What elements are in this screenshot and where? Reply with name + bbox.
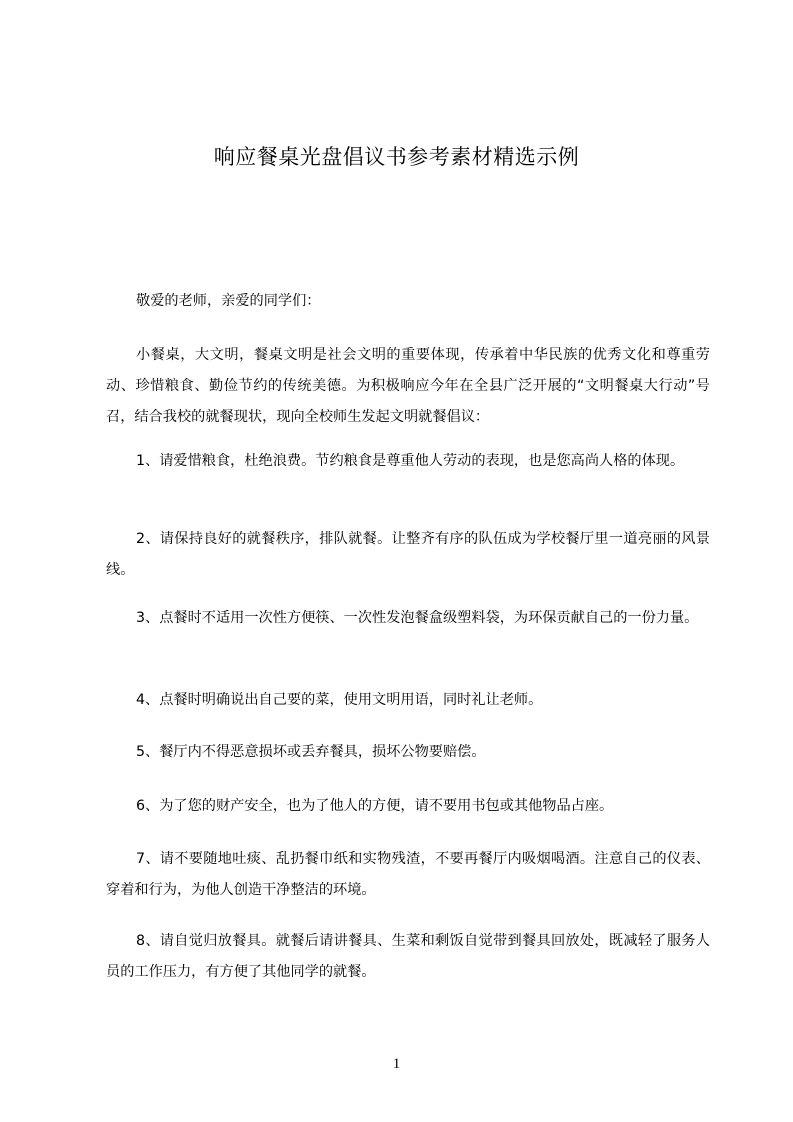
proposal-item-8: 8、请自觉归放餐具。就餐后请讲餐具、生菜和剩饭自觉带到餐具回放处，既减轻了服务人员的工作压力，有方便了其他同学的就餐。 bbox=[106, 933, 710, 980]
document-title: 响应餐桌光盘倡议书参考素材精选示例 bbox=[213, 145, 580, 169]
proposal-item-3: 3、点餐时不适用一次性方便筷、一次性发泡餐盒级塑料袋，为环保贡献自己的一份力量。 bbox=[136, 610, 699, 626]
page-number: 1 bbox=[392, 1056, 401, 1072]
proposal-item-2: 2、请保持良好的就餐秩序，排队就餐。让整齐有序的队伍成为学校餐厅里一道亮丽的风景线。 bbox=[106, 531, 710, 578]
intro-paragraph: 小餐桌，大文明，餐桌文明是社会文明的重要体现，传承着中华民族的优秀文化和尊重劳动、珍惜粮食、勤俭节约的传统美德。为积极响应今年在全县广泛开展的“文明餐桌大行动”号召，结合我校的就餐现状，现向全校师生发起文明就餐倡议： bbox=[106, 347, 710, 425]
proposal-item-4: 4、点餐时明确说出自己要的菜，使用文明用语，同时礼让老师。 bbox=[136, 692, 543, 708]
greeting: 敬爱的老师，亲爱的同学们： bbox=[136, 293, 321, 309]
proposal-item-5: 5、餐厅内不得恶意损坏或丢弃餐具，损坏公物要赔偿。 bbox=[136, 744, 486, 760]
proposal-item-6: 6、为了您的财产安全，也为了他人的方便，请不要用书包或其他物品占座。 bbox=[136, 798, 614, 814]
proposal-item-1: 1、请爱惜粮食，杜绝浪费。节约粮食是尊重他人劳动的表现，也是您高尚人格的体现。 bbox=[136, 453, 685, 469]
proposal-item-7: 7、请不要随地吐痰、乱扔餐巾纸和实物残渣，不要再餐厅内吸烟喝酒。注意自己的仪表、穿着和行为，为他人创造干净整洁的环境。 bbox=[106, 851, 710, 898]
